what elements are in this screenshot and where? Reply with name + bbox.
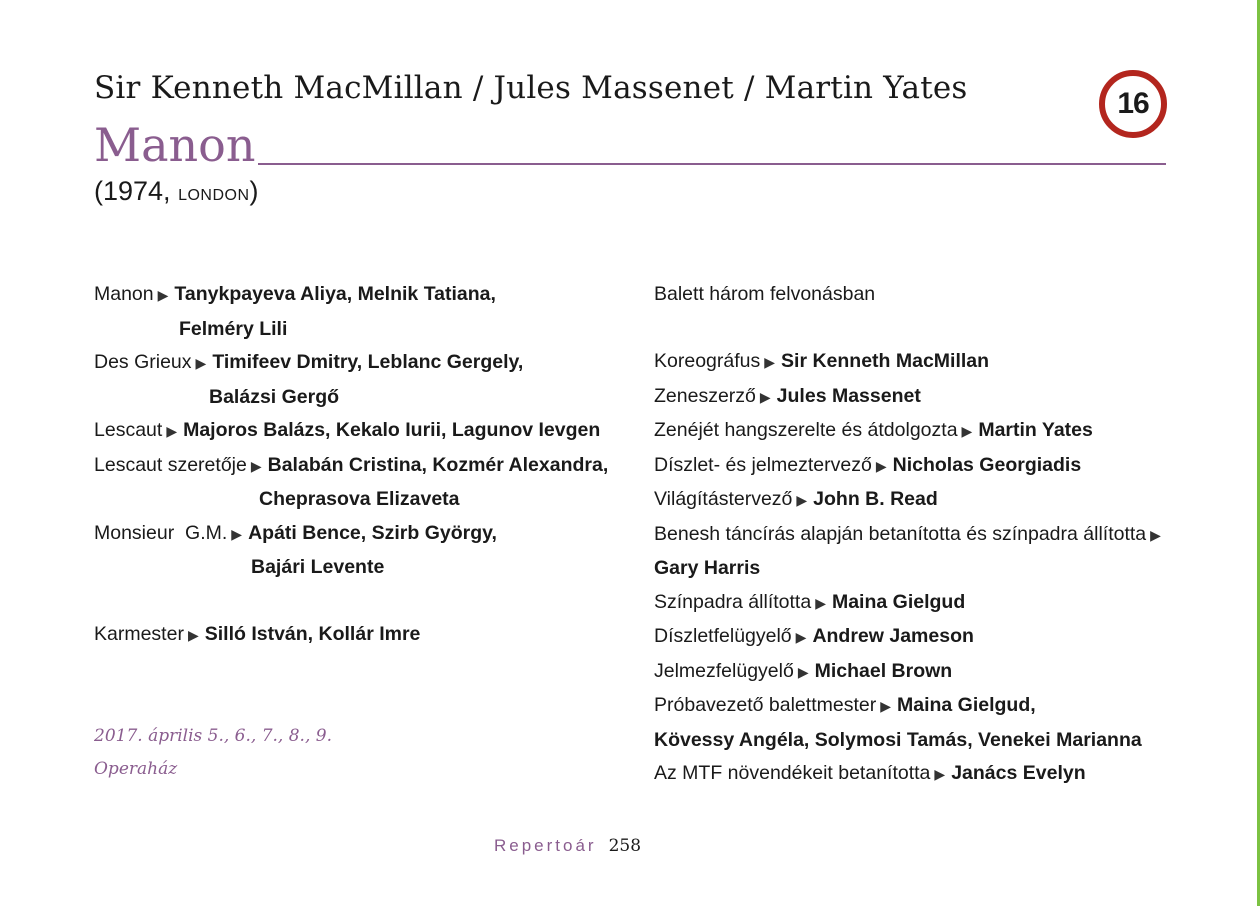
cast-column xyxy=(94,278,624,787)
cast-row-cont xyxy=(94,313,624,347)
right-triangle-icon: ▶ xyxy=(157,287,169,303)
credit-row xyxy=(654,414,1214,449)
right-triangle-icon: ▶ xyxy=(875,457,887,474)
page-number: 258 xyxy=(608,836,642,856)
credit-row xyxy=(654,483,1214,518)
cast-names: Felméry Lili xyxy=(179,317,288,340)
cast-row-cont xyxy=(94,551,624,585)
production-column xyxy=(654,278,1214,792)
credit-role: Benesh táncírás alapján betanította és színpadra állította xyxy=(654,522,1147,545)
role-label: Lescaut szeretője xyxy=(94,453,247,476)
credit-role: Zeneszerző xyxy=(654,384,756,407)
credit-row-cont xyxy=(654,552,1214,586)
cast-names: Bajári Levente xyxy=(251,556,385,578)
credit-role: Próbavezető balettmester xyxy=(654,694,877,716)
role-label: Monsieur G.M. xyxy=(94,521,228,544)
credit-row xyxy=(654,689,1214,724)
right-triangle-icon: ▶ xyxy=(231,525,243,542)
footer-section: Repertoár xyxy=(494,836,597,855)
role-label: Lescaut xyxy=(94,419,163,441)
right-triangle-icon: ▶ xyxy=(764,354,776,370)
age-rating-badge xyxy=(1099,70,1167,138)
premiere-city: LONDON xyxy=(178,187,250,204)
right-triangle-icon: ▶ xyxy=(880,698,891,714)
credit-row xyxy=(654,620,1214,655)
credit-role: Színpadra állította xyxy=(654,590,812,613)
right-triangle-icon: ▶ xyxy=(961,423,973,439)
premiere-year: (1974, xyxy=(94,176,179,206)
creators-line: Sir Kenneth MacMillan / Jules Massenet / Martin Yates xyxy=(94,70,968,106)
credit-role: Díszlet- és jelmeztervező xyxy=(654,453,872,476)
right-triangle-icon: ▶ xyxy=(166,423,178,439)
credit-row xyxy=(654,345,1214,380)
right-triangle-icon: ▶ xyxy=(195,355,207,371)
page-title: Manon xyxy=(94,118,256,172)
credit-row xyxy=(654,757,1214,792)
cast-names: Balázsi Gergő xyxy=(209,385,340,408)
credit-role: Koreográfus xyxy=(654,350,761,372)
age-rating-value: 16 xyxy=(1117,87,1149,120)
credit-name: Michael Brown xyxy=(814,659,953,682)
credit-row xyxy=(654,518,1214,553)
credit-row xyxy=(654,655,1214,690)
credit-role: Világítástervező xyxy=(654,488,793,510)
page-footer xyxy=(494,836,641,856)
cast-row xyxy=(94,414,624,449)
right-triangle-icon: ▶ xyxy=(1150,526,1161,543)
cast-names: Cheprasova Elizaveta xyxy=(259,488,460,510)
credit-name: Janács Evelyn xyxy=(951,762,1086,784)
cast-names: Timifeev Dmitry, Leblanc Gergely, xyxy=(212,351,524,373)
role-label: Des Grieux xyxy=(94,351,192,373)
premiere-close: ) xyxy=(249,176,259,206)
cast-row xyxy=(94,517,624,552)
title-rule xyxy=(258,163,1166,165)
production-description: Balett három felvonásban xyxy=(654,283,876,305)
cast-names: Apáti Bence, Szirb György, xyxy=(248,521,497,544)
credit-name: Martin Yates xyxy=(978,419,1093,441)
cast-names: Balabán Cristina, Kozmér Alexandra, xyxy=(267,453,609,476)
cast-row xyxy=(94,346,624,381)
credit-row xyxy=(654,449,1214,484)
credit-name: Nicholas Georgiadis xyxy=(892,453,1082,476)
credit-name: Jules Massenet xyxy=(776,384,921,407)
right-triangle-icon: ▶ xyxy=(795,629,807,645)
credit-role: Zenéjét hangszerelte és átdolgozta xyxy=(654,419,958,441)
cast-row xyxy=(94,278,624,313)
credit-name: Kövessy Angéla, Solymosi Tamás, Venekei Marianna xyxy=(654,728,1142,751)
credit-row-cont xyxy=(654,724,1214,758)
credit-name: Maina Gielgud xyxy=(831,590,966,613)
right-triangle-icon: ▶ xyxy=(796,492,808,508)
role-label: Manon xyxy=(94,283,154,305)
cast-row-cont xyxy=(94,483,624,517)
performance-dates: 2017. április 5., 6., 7., 8., 9. xyxy=(94,725,332,746)
credit-name: Andrew Jameson xyxy=(812,625,974,647)
credit-row xyxy=(654,586,1214,621)
credit-role: Díszletfelügyelő xyxy=(654,625,792,647)
premiere-info xyxy=(94,176,259,207)
credit-row xyxy=(654,380,1214,415)
credit-role: Jelmezfelügyelő xyxy=(654,659,794,682)
right-triangle-icon: ▶ xyxy=(187,627,199,643)
performance-venue: Operaház xyxy=(94,759,178,779)
cast-names: Tanykpayeva Aliya, Melnik Tatiana, xyxy=(174,283,496,305)
credit-name: Sir Kenneth MacMillan xyxy=(781,350,990,372)
right-triangle-icon: ▶ xyxy=(250,457,262,474)
credit-name: John B. Read xyxy=(813,488,938,510)
right-triangle-icon: ▶ xyxy=(759,388,771,405)
role-label: Karmester xyxy=(94,623,184,645)
cast-row-cont xyxy=(94,381,624,415)
cast-row xyxy=(94,449,624,484)
right-triangle-icon: ▶ xyxy=(797,663,809,680)
conductor-names: Silló István, Kollár Imre xyxy=(204,623,421,645)
right-triangle-icon: ▶ xyxy=(934,766,946,782)
cast-names: Majoros Balázs, Kekalo Iurii, Lagunov Ievgen xyxy=(183,419,601,441)
credit-name: Gary Harris xyxy=(654,557,761,579)
credit-role: Az MTF növendékeit betanította xyxy=(654,762,931,784)
conductor-row xyxy=(94,618,624,653)
credit-name: Maina Gielgud, xyxy=(896,694,1036,716)
right-triangle-icon: ▶ xyxy=(815,594,826,611)
